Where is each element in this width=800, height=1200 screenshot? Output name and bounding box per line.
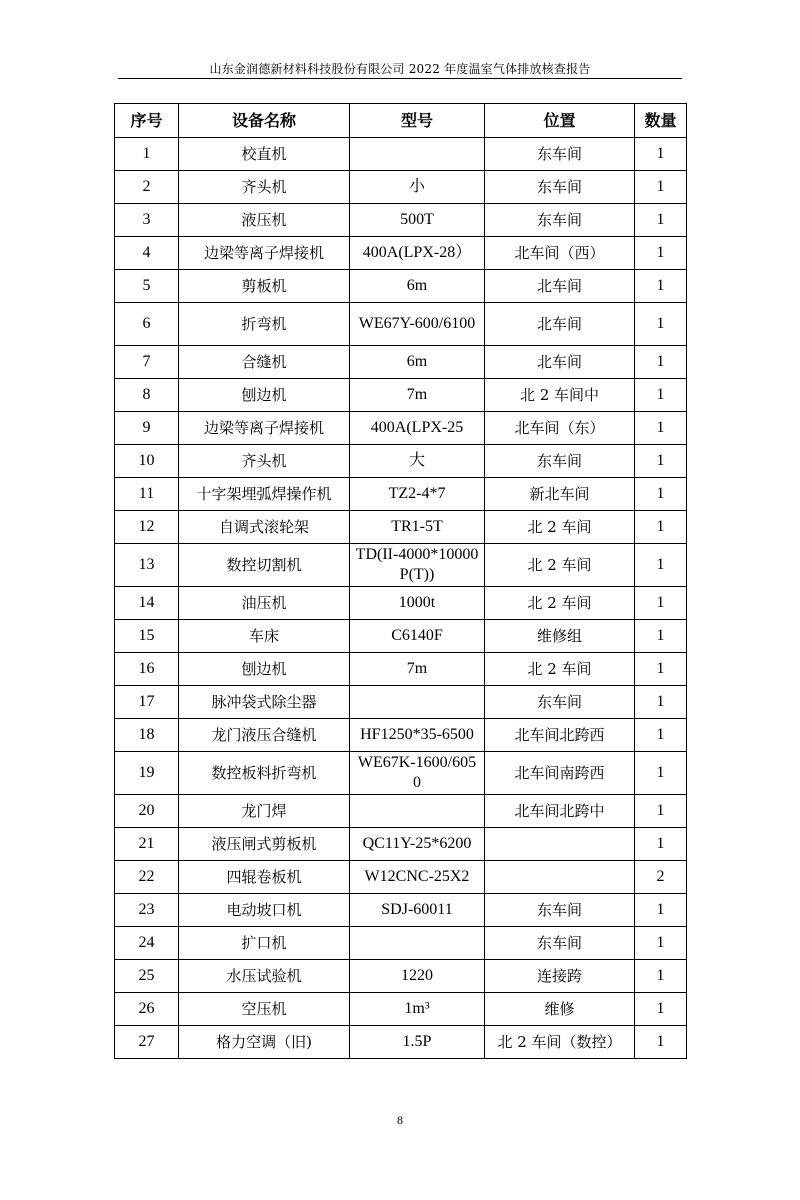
table-row <box>115 719 687 752</box>
cell-location: 东车间 <box>485 927 635 960</box>
cell-quantity: 2 <box>635 861 687 894</box>
table-row <box>115 511 687 544</box>
cell-seq: 7 <box>115 346 179 379</box>
cell-model: 小 <box>350 171 485 204</box>
table-row <box>115 346 687 379</box>
cell-quantity: 1 <box>635 927 687 960</box>
cell-model: 6m <box>350 346 485 379</box>
cell-equipment-name: 电动坡口机 <box>179 894 350 927</box>
cell-location: 连接跨 <box>485 960 635 993</box>
cell-quantity: 1 <box>635 795 687 828</box>
cell-location: 维修 <box>485 993 635 1026</box>
table-row <box>115 653 687 686</box>
cell-equipment-name: 水压试验机 <box>179 960 350 993</box>
cell-equipment-name: 油压机 <box>179 587 350 620</box>
cell-quantity: 1 <box>635 138 687 171</box>
cell-equipment-name: 液压机 <box>179 204 350 237</box>
cell-equipment-name: 十字架埋弧焊操作机 <box>179 478 350 511</box>
cell-quantity: 1 <box>635 270 687 303</box>
cell-seq: 26 <box>115 993 179 1026</box>
table-row <box>115 1026 687 1059</box>
cell-quantity: 1 <box>635 544 687 587</box>
cell-location: 北 2 车间 <box>485 653 635 686</box>
table-row <box>115 237 687 270</box>
page-number: 8 <box>397 1113 403 1127</box>
cell-seq: 25 <box>115 960 179 993</box>
cell-location: 北车间 <box>485 303 635 346</box>
cell-seq: 13 <box>115 544 179 587</box>
cell-location: 北车间南跨西 <box>485 752 635 795</box>
cell-quantity: 1 <box>635 379 687 412</box>
cell-equipment-name: 数控板料折弯机 <box>179 752 350 795</box>
cell-quantity: 1 <box>635 511 687 544</box>
table-row <box>115 412 687 445</box>
cell-quantity: 1 <box>635 346 687 379</box>
cell-equipment-name: 刨边机 <box>179 379 350 412</box>
cell-equipment-name: 脉冲袋式除尘器 <box>179 686 350 719</box>
cell-seq: 23 <box>115 894 179 927</box>
cell-model: TZ2-4*7 <box>350 478 485 511</box>
cell-location: 北车间（西） <box>485 237 635 270</box>
cell-quantity: 1 <box>635 478 687 511</box>
cell-model: W12CNC-25X2 <box>350 861 485 894</box>
cell-seq: 19 <box>115 752 179 795</box>
cell-location: 北车间北跨中 <box>485 795 635 828</box>
cell-location: 北 2 车间 <box>485 511 635 544</box>
cell-location: 东车间 <box>485 171 635 204</box>
cell-equipment-name: 龙门焊 <box>179 795 350 828</box>
cell-location: 东车间 <box>485 894 635 927</box>
equipment-table <box>114 103 687 1059</box>
cell-model: WE67K-1600/6050 <box>350 752 485 795</box>
table-row <box>115 379 687 412</box>
cell-seq: 18 <box>115 719 179 752</box>
cell-model <box>350 795 485 828</box>
cell-seq: 24 <box>115 927 179 960</box>
cell-location: 北 2 车间 <box>485 544 635 587</box>
cell-model: 500T <box>350 204 485 237</box>
cell-equipment-name: 格力空调（旧) <box>179 1026 350 1059</box>
cell-seq: 14 <box>115 587 179 620</box>
cell-seq: 16 <box>115 653 179 686</box>
cell-location: 东车间 <box>485 686 635 719</box>
cell-quantity: 1 <box>635 587 687 620</box>
cell-model: 1000t <box>350 587 485 620</box>
cell-equipment-name: 自调式滚轮架 <box>179 511 350 544</box>
cell-model: 400A(LPX-28） <box>350 237 485 270</box>
column-header-quantity: 数量 <box>635 104 687 138</box>
cell-seq: 11 <box>115 478 179 511</box>
cell-location: 北 2 车间 <box>485 587 635 620</box>
cell-seq: 3 <box>115 204 179 237</box>
cell-model: 1.5P <box>350 1026 485 1059</box>
cell-model: HF1250*35-6500 <box>350 719 485 752</box>
cell-model: 大 <box>350 445 485 478</box>
cell-location <box>485 828 635 861</box>
cell-quantity: 1 <box>635 303 687 346</box>
cell-equipment-name: 剪板机 <box>179 270 350 303</box>
cell-seq: 12 <box>115 511 179 544</box>
cell-equipment-name: 折弯机 <box>179 303 350 346</box>
cell-model: 1220 <box>350 960 485 993</box>
cell-seq: 22 <box>115 861 179 894</box>
cell-model: WE67Y-600/6100 <box>350 303 485 346</box>
cell-location: 东车间 <box>485 445 635 478</box>
cell-model: 7m <box>350 653 485 686</box>
cell-seq: 6 <box>115 303 179 346</box>
cell-equipment-name: 扩口机 <box>179 927 350 960</box>
cell-model: C6140F <box>350 620 485 653</box>
table-row <box>115 795 687 828</box>
table-body <box>115 138 687 1059</box>
cell-seq: 1 <box>115 138 179 171</box>
cell-seq: 10 <box>115 445 179 478</box>
cell-quantity: 1 <box>635 653 687 686</box>
header-divider <box>118 78 682 79</box>
cell-model <box>350 686 485 719</box>
cell-location: 新北车间 <box>485 478 635 511</box>
cell-model: QC11Y-25*6200 <box>350 828 485 861</box>
table-header-row <box>115 104 687 138</box>
cell-model: SDJ-60011 <box>350 894 485 927</box>
table-row <box>115 303 687 346</box>
cell-quantity: 1 <box>635 993 687 1026</box>
cell-equipment-name: 数控切割机 <box>179 544 350 587</box>
cell-quantity: 1 <box>635 237 687 270</box>
table-row <box>115 686 687 719</box>
cell-equipment-name: 刨边机 <box>179 653 350 686</box>
column-header-location: 位置 <box>485 104 635 138</box>
cell-seq: 21 <box>115 828 179 861</box>
cell-equipment-name: 校直机 <box>179 138 350 171</box>
cell-model: 400A(LPX-25 <box>350 412 485 445</box>
cell-model: 1m³ <box>350 993 485 1026</box>
cell-location: 北 2 车间（数控） <box>485 1026 635 1059</box>
cell-seq: 15 <box>115 620 179 653</box>
cell-model: TR1-5T <box>350 511 485 544</box>
cell-model: TD(II-4000*10000P(T)) <box>350 544 485 587</box>
cell-equipment-name: 空压机 <box>179 993 350 1026</box>
cell-equipment-name: 四辊卷板机 <box>179 861 350 894</box>
table-row <box>115 445 687 478</box>
cell-equipment-name: 齐头机 <box>179 171 350 204</box>
cell-seq: 4 <box>115 237 179 270</box>
table-row <box>115 171 687 204</box>
table-row <box>115 828 687 861</box>
cell-quantity: 1 <box>635 686 687 719</box>
cell-location <box>485 861 635 894</box>
cell-quantity: 1 <box>635 752 687 795</box>
cell-seq: 8 <box>115 379 179 412</box>
cell-location: 东车间 <box>485 204 635 237</box>
table-row <box>115 861 687 894</box>
table-row <box>115 927 687 960</box>
table-row <box>115 587 687 620</box>
cell-equipment-name: 边梁等离子焊接机 <box>179 412 350 445</box>
cell-equipment-name: 齐头机 <box>179 445 350 478</box>
table-row <box>115 544 687 587</box>
cell-quantity: 1 <box>635 620 687 653</box>
cell-model: 7m <box>350 379 485 412</box>
cell-model: 6m <box>350 270 485 303</box>
table-row <box>115 993 687 1026</box>
cell-quantity: 1 <box>635 445 687 478</box>
table-row <box>115 752 687 795</box>
table-row <box>115 894 687 927</box>
cell-quantity: 1 <box>635 1026 687 1059</box>
cell-model <box>350 927 485 960</box>
cell-location: 北车间北跨西 <box>485 719 635 752</box>
table-row <box>115 270 687 303</box>
cell-location: 北车间（东） <box>485 412 635 445</box>
cell-quantity: 1 <box>635 412 687 445</box>
page-header: 山东金润德新材料科技股份有限公司 2022 年度温室气体排放核查报告 <box>209 62 591 76</box>
cell-location: 北车间 <box>485 270 635 303</box>
cell-seq: 27 <box>115 1026 179 1059</box>
cell-quantity: 1 <box>635 960 687 993</box>
cell-equipment-name: 龙门液压合缝机 <box>179 719 350 752</box>
cell-model <box>350 138 485 171</box>
cell-quantity: 1 <box>635 171 687 204</box>
cell-seq: 5 <box>115 270 179 303</box>
cell-quantity: 1 <box>635 828 687 861</box>
cell-location: 东车间 <box>485 138 635 171</box>
table-row <box>115 620 687 653</box>
cell-location: 北 2 车间中 <box>485 379 635 412</box>
cell-location: 北车间 <box>485 346 635 379</box>
cell-equipment-name: 车床 <box>179 620 350 653</box>
table-row <box>115 204 687 237</box>
table-row <box>115 478 687 511</box>
table-row <box>115 960 687 993</box>
cell-seq: 17 <box>115 686 179 719</box>
cell-quantity: 1 <box>635 894 687 927</box>
cell-seq: 9 <box>115 412 179 445</box>
cell-quantity: 1 <box>635 204 687 237</box>
cell-equipment-name: 液压闸式剪板机 <box>179 828 350 861</box>
column-header-name: 设备名称 <box>179 104 350 138</box>
column-header-model: 型号 <box>350 104 485 138</box>
cell-quantity: 1 <box>635 719 687 752</box>
table-row <box>115 138 687 171</box>
cell-equipment-name: 合缝机 <box>179 346 350 379</box>
cell-seq: 2 <box>115 171 179 204</box>
cell-seq: 20 <box>115 795 179 828</box>
cell-equipment-name: 边梁等离子焊接机 <box>179 237 350 270</box>
cell-location: 维修组 <box>485 620 635 653</box>
column-header-seq: 序号 <box>115 104 179 138</box>
